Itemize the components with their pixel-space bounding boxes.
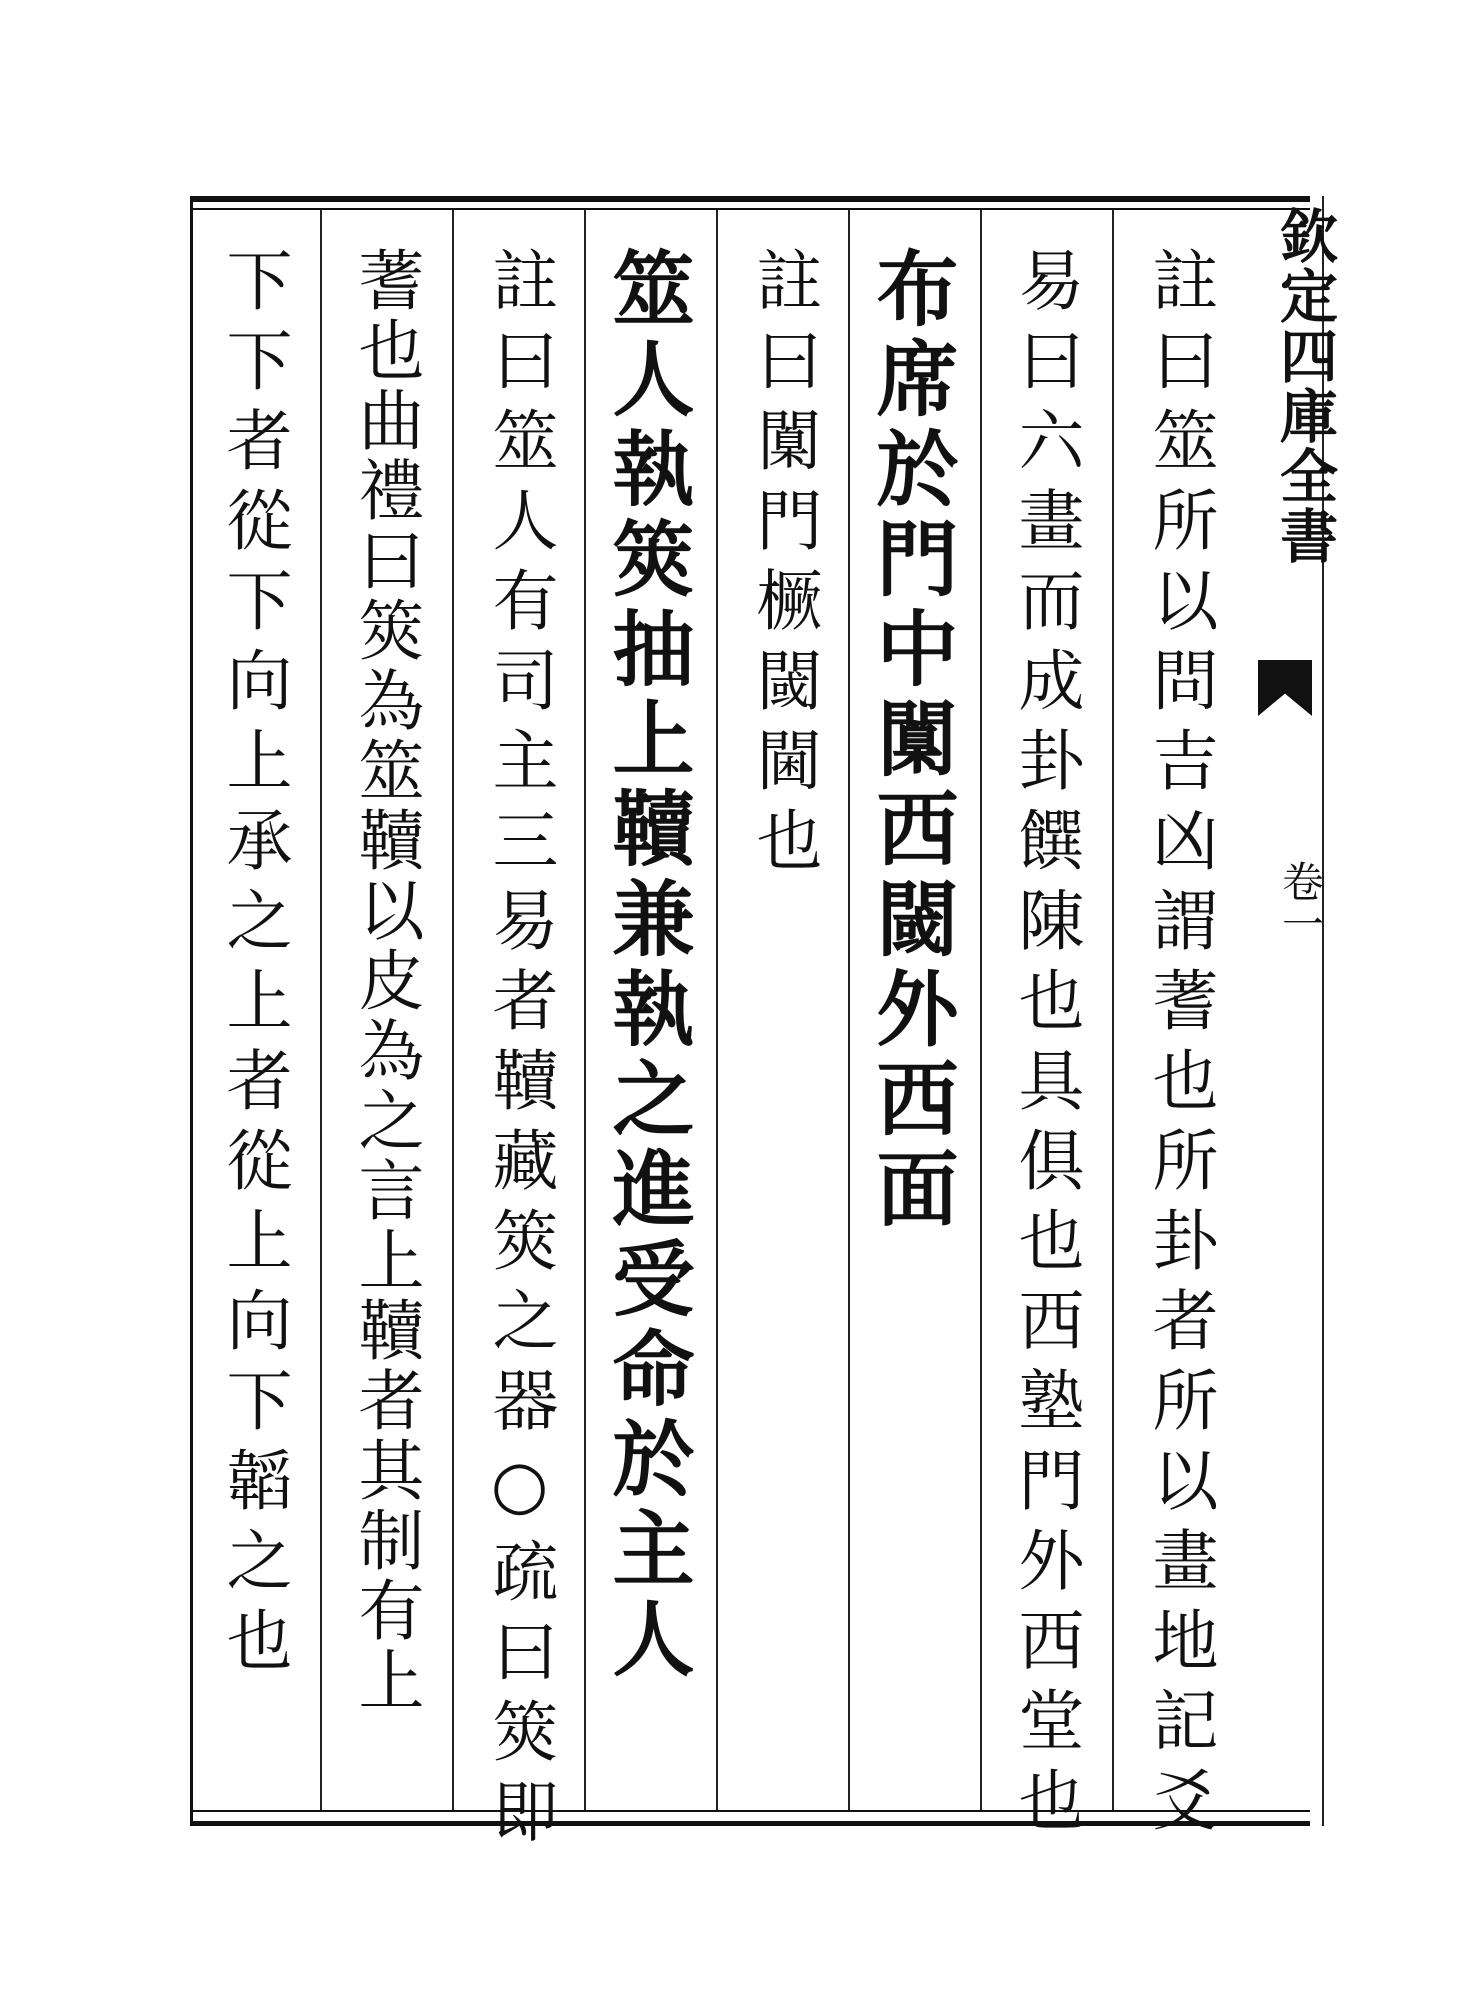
column-divider	[1112, 210, 1114, 1810]
text-column-7: 蓍也曲禮曰筴為筮韇以皮為之言上韇者其制有上	[347, 246, 424, 1716]
column-divider	[716, 210, 718, 1810]
text-column-2: 易曰六畫而成卦饌陳也具俱也西塾門外西堂也	[1007, 246, 1084, 1846]
column-divider	[452, 210, 454, 1810]
text-column-6: 註曰筮人有司主三易者韇藏筴之器○疏曰筴即	[481, 246, 558, 1857]
left-border	[190, 196, 193, 1826]
text-column-3: 布席於門中闑西閾外西面	[863, 246, 959, 1236]
column-divider	[320, 210, 322, 1810]
text-column-5: 筮人執筴抽上韇兼執之進受命於主人	[599, 246, 695, 1686]
page-frame	[190, 196, 1310, 1857]
column-divider	[980, 210, 982, 1810]
top-border	[190, 196, 1310, 202]
volume-label: 卷一	[1276, 860, 1325, 944]
column-divider	[848, 210, 850, 1810]
text-column-4: 註曰闑門橛閾閫也	[745, 246, 822, 886]
top-border-inner	[190, 208, 1310, 210]
book-title: 欽定四庫全書	[1270, 206, 1338, 566]
text-column-8: 下下者從下向上承之上者從上向下韜之也	[215, 246, 292, 1686]
text-column-1: 註曰筮所以問吉凶謂蓍也所卦者所以畫地記爻	[1141, 246, 1218, 1846]
column-divider	[584, 210, 586, 1810]
